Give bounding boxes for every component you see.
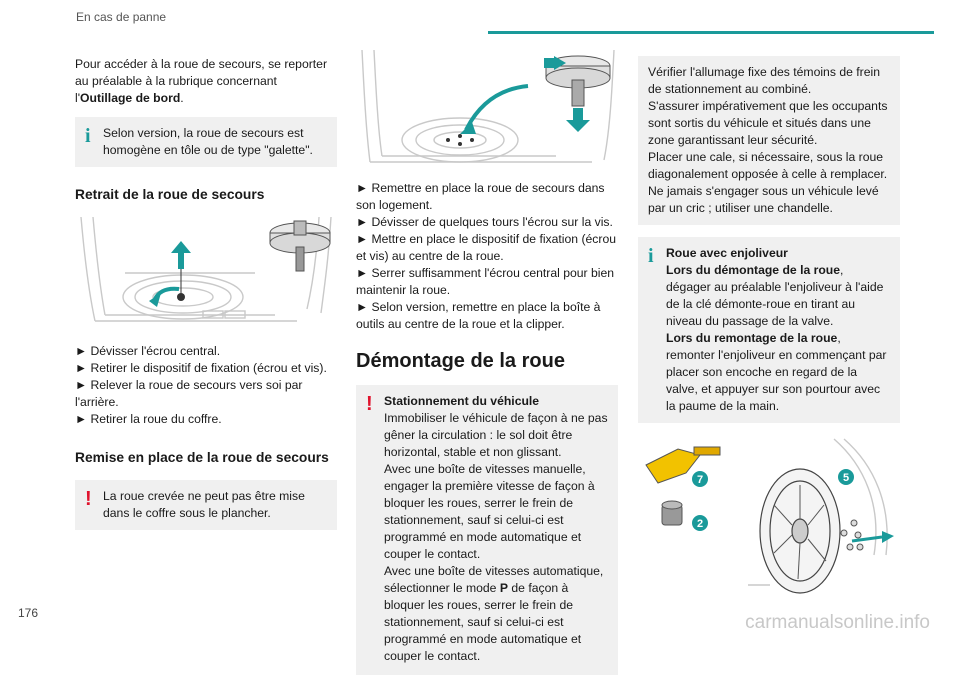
info-paragraph	[666, 262, 890, 330]
warning-text: de façon à bloquer les roues, serrer le frein de stationnement, sauf si celui-ci est programmé en mode automatique et couper le contact.	[384, 581, 582, 663]
info-icon: i	[85, 125, 91, 147]
column-left	[75, 56, 337, 530]
column-right	[638, 56, 900, 595]
steps-list-retrait	[75, 343, 337, 428]
warning-mode-p: P	[499, 581, 508, 595]
warning-stationnement-box	[356, 385, 618, 675]
header-accent-bar	[488, 31, 934, 34]
watermark: carmanualsonline.info	[745, 612, 930, 633]
step-item: ► Dévisser l'écrou central.	[75, 344, 221, 358]
steps-list-remise	[356, 180, 618, 333]
info-note-text: Selon version, la roue de secours est homogène en tôle ou de type "galette".	[103, 126, 313, 157]
info-enjoliveur-box	[638, 237, 900, 423]
section-title-retrait: Retrait de la roue de secours	[75, 187, 265, 202]
intro-text: Pour accéder à la roue de secours, se reporter au préalable à la rubrique concernant l'	[75, 57, 328, 105]
page-number: 176	[18, 606, 39, 620]
checklist-paragraph: Ne jamais s'engager sous un véhicule levé par un cric ; utiliser une chandelle.	[648, 184, 879, 215]
intro-paragraph	[75, 56, 337, 107]
info-icon: i	[648, 245, 654, 267]
intro-end: .	[180, 91, 184, 105]
header-section-title: En cas de panne	[76, 10, 167, 24]
section-title-remise: Remise en place de la roue de secours	[75, 450, 329, 465]
callout-2: 2	[696, 518, 704, 530]
step-item: ► Selon version, remettre en place la boîte à outils au centre de la roue et la clipper.	[356, 300, 601, 331]
callout-5: 5	[842, 472, 850, 484]
step-item: ► Serrer suffisamment l'écrou central pour bien maintenir la roue.	[356, 266, 615, 297]
section-title-demontage: Démontage de la roue	[356, 350, 565, 372]
info-subtitle: Lors du remontage de la roue	[666, 331, 838, 345]
warning-title: Stationnement du véhicule	[384, 394, 540, 408]
step-item: ► Dévisser de quelques tours l'écrou sur la vis.	[356, 215, 613, 229]
spare-wheel-removal-illustration	[75, 213, 337, 331]
info-note-box	[75, 117, 337, 167]
warning-note-box	[75, 480, 337, 530]
info-subtitle: Lors du démontage de la roue	[666, 263, 841, 277]
step-item: ► Mettre en place le dispositif de fixation (écrou et vis) au centre de la roue.	[356, 232, 617, 263]
step-item: ► Remettre en place la roue de secours dans son logement.	[356, 181, 605, 212]
intro-bold-link: Outillage de bord	[80, 91, 181, 105]
checklist-paragraph: S'assurer impérativement que les occupants sont sortis du véhicule et situés dans une zone garantissant leur sécurité.	[648, 99, 888, 147]
info-paragraph	[666, 330, 890, 415]
warning-icon: !	[366, 393, 373, 415]
step-item: ► Relever la roue de secours vers soi par l'arrière.	[75, 378, 303, 409]
step-item: ► Retirer le dispositif de fixation (écrou et vis).	[75, 361, 327, 375]
warning-paragraph	[384, 563, 608, 665]
warning-paragraph: Avec une boîte de vitesses manuelle, engager la première vitesse de façon à bloquer les roues, serrer le frein de stationnement, sauf si celui-ci est programmé en mode automatique et couper le contact.	[384, 462, 595, 561]
checklist-paragraph: Vérifier l'allumage fixe des témoins de frein de stationnement au combiné.	[648, 65, 880, 96]
column-middle	[356, 50, 618, 675]
warning-text: Avec une boîte de vitesses automatique, sélectionner le mode	[384, 564, 604, 595]
info-text: , remonter l'enjoliveur en commençant par placer son encoche en regard de la valve, et appuyer sur son pourtour avec la paume de la main.	[666, 331, 887, 413]
warning-note-text: La roue crevée ne peut pas être mise dans le coffre sous le plancher.	[103, 489, 305, 520]
warning-icon: !	[85, 488, 92, 510]
spare-wheel-refit-illustration	[356, 50, 618, 170]
checklist-paragraph: Placer une cale, si nécessaire, sous la roue diagonalement opposée à celle à remplacer.	[648, 150, 888, 181]
step-item: ► Retirer la roue du coffre.	[75, 412, 222, 426]
info-title: Roue avec enjoliveur	[666, 246, 788, 260]
safety-checklist-box	[638, 56, 900, 225]
warning-paragraph: Immobiliser le véhicule de façon à ne pas gêner la circulation : le sol doit être horizontal, stable et non glissant.	[384, 411, 608, 459]
wheel-removal-tools-illustration	[638, 435, 900, 595]
callout-7: 7	[696, 474, 704, 486]
info-text: , dégager au préalable l'enjoliveur à l'aide de la clé démonte-roue en tirant au niveau du passage de la valve.	[666, 263, 884, 328]
